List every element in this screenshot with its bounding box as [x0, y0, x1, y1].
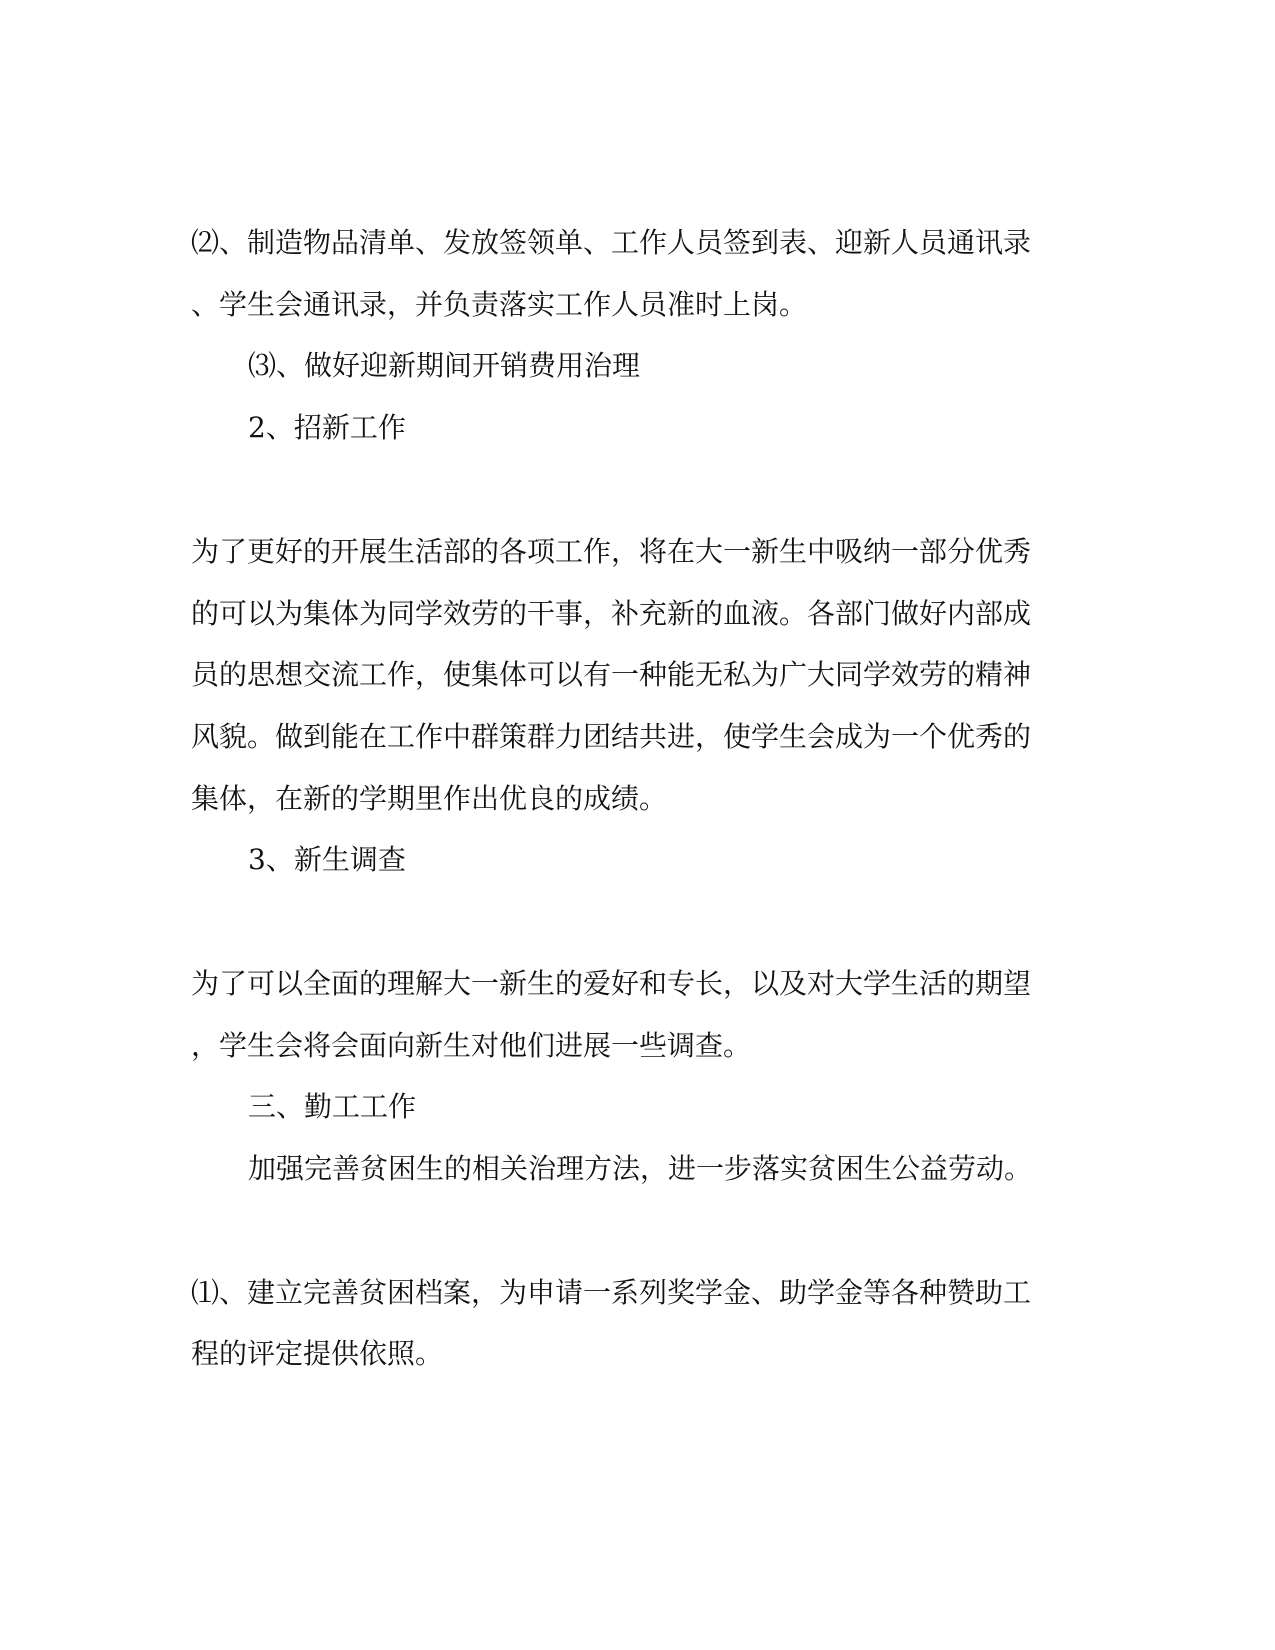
text-line: 、学生会通讯录，并负责落实工作人员准时上岗。 [191, 288, 808, 321]
section-heading: 3、新生调查 [248, 843, 406, 876]
section-heading: 三、勤工工作 [248, 1090, 417, 1123]
text-line: ⑶、做好迎新期间开销费用治理 [248, 349, 641, 382]
text-line: 为了可以全面的理解大一新生的爱好和专长，以及对大学生活的期望 [191, 967, 1032, 1000]
text-line: ⑴、建立完善贫困档案，为申请一系列奖学金、助学金等各种赞助工 [191, 1276, 1032, 1309]
text-line: 风貌。做到能在工作中群策群力团结共进，使学生会成为一个优秀的 [191, 720, 1032, 753]
text-line: ，学生会将会面向新生对他们进展一些调查。 [191, 1029, 752, 1062]
text-line: ⑵、制造物品清单、发放签领单、工作人员签到表、迎新人员通讯录 [191, 226, 1032, 259]
text-line: 为了更好的开展生活部的各项工作，将在大一新生中吸纳一部分优秀 [191, 535, 1032, 568]
text-line: 集体，在新的学期里作出优良的成绩。 [191, 782, 668, 815]
text-line: 的可以为集体为同学效劳的干事，补充新的血液。各部门做好内部成 [191, 597, 1032, 630]
text-line: 员的思想交流工作，使集体可以有一种能无私为广大同学效劳的精神 [191, 658, 1032, 691]
section-heading: 2、招新工作 [248, 411, 406, 444]
text-line: 程的评定提供依照。 [191, 1337, 444, 1370]
text-line: 加强完善贫困生的相关治理方法，进一步落实贫困生公益劳动。 [248, 1152, 1033, 1185]
